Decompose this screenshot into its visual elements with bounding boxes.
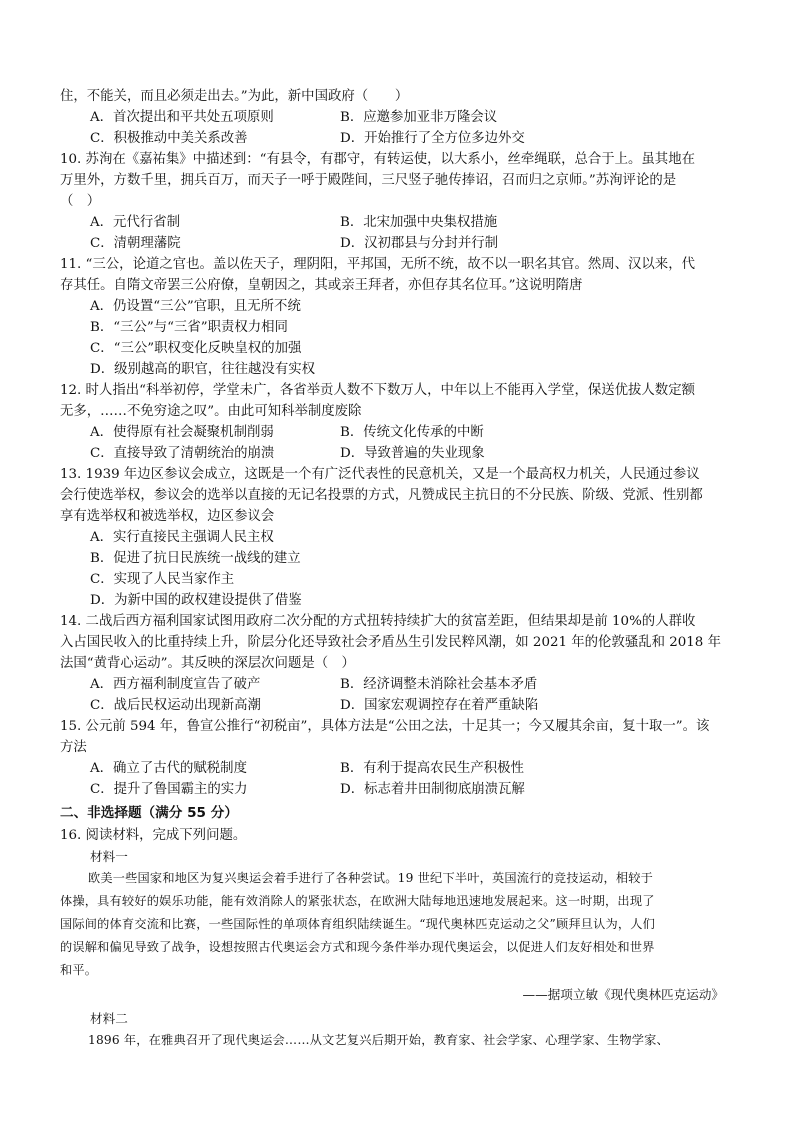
q14-options-row1 [60, 674, 736, 695]
q14-stem-line-1: 14. 二战后西方福利国家试图用政府二次分配的方式扭转持续扩大的贫富差距，但结果却是前 10%的人群收 [60, 614, 696, 629]
q15-stem-line-1: 15. 公元前 594 年，鲁宣公推行“初税亩”，具体方法是“公田之法，十足其一；今又履其余亩，复十取一”。该 [60, 719, 710, 734]
q11-option-d[interactable]: D．级别越高的职官，往往越没有实权 [90, 362, 315, 377]
q9-option-b[interactable]: B．应邀参加亚非万隆会议 [340, 110, 498, 125]
section-2-heading: 二、非选择题（满分 55 分） [60, 805, 238, 821]
q10-option-c[interactable]: C．清朝理藩院 [90, 236, 181, 251]
q13-stem-line-1: 13. 1939 年边区参议会成立，这既是一个有广泛代表性的民意机关，又是一个最高权力机关，人民通过参议 [60, 467, 700, 482]
q9-options-row1 [60, 107, 736, 128]
q13-stem-line-2: 会行使选举权，参议会的选举以直接的无记名投票的方式，凡赞成民主抗日的不分民族、阶级、党派、性别都 [60, 488, 703, 503]
q11-stem-line-2: 存其任。自隋文帝罢三公府僚，皇朝因之，其或亲王拜者，亦但存其名位耳。”这说明隋唐 [60, 278, 583, 293]
q14-option-c[interactable]: C．战后民权运动出现新高潮 [90, 698, 261, 713]
q14-option-d[interactable]: D．国家宏观调控存在着严重缺陷 [340, 698, 539, 713]
q11-option-c[interactable]: C．“三公”职权变化反映皇权的加强 [90, 341, 302, 356]
q10-options-row2 [60, 233, 736, 254]
q15-stem-line-2: 方法 [60, 740, 87, 755]
q14-option-a[interactable]: A．西方福利制度宣告了破产 [90, 677, 261, 692]
q11-stem-line-1: 11. “三公，论道之官也。盖以佐天子，理阴阳，平邦国，无所不统，故不以一职名其官。然周、汉以来，代 [60, 257, 695, 272]
q13-option-b[interactable]: B．促进了抗日民族统一战线的建立 [90, 551, 301, 566]
q12-option-b[interactable]: B．传统文化传承的中断 [340, 425, 484, 440]
q15-option-b[interactable]: B．有利于提高农民生产积极性 [340, 761, 524, 776]
q14-stem-line-2: 入占国民收入的比重持续上升，阶层分化还导致社会矛盾丛生引发民粹风潮，如 2021 年的伦敦骚乱和 2018 年 [60, 635, 721, 650]
q16-stem: 16. 阅读材料，完成下列问题。 [60, 828, 247, 843]
material-1-line: 体操，具有较好的娱乐功能，能有效消除人的紧张状态，在欧洲大陆每地迅速地发展起来。这一时期，出现了 [60, 894, 655, 908]
q10-option-d[interactable]: D．汉初郡县与分封并行制 [340, 236, 499, 251]
material-2-title: 材料二 [90, 1011, 128, 1026]
q13-stem-line-3: 享有选举权和被选举权，边区参议会 [60, 509, 275, 524]
q15-options-row1 [60, 758, 736, 779]
q11-option-b[interactable]: B．“三公”与“三省”职责权力相同 [90, 320, 288, 335]
q10-option-a[interactable]: A．元代行省制 [90, 215, 181, 230]
q10-stem-line-2: 万里外，方数千里，拥兵百万，而天子一呼于殿陛间，三尺竖子驰传捧诏，召而归之京师。”苏洵评论的是 [60, 173, 677, 188]
q10-option-b[interactable]: B．北宋加强中央集权措施 [340, 215, 498, 230]
q12-option-d[interactable]: D．导致普遍的失业现象 [340, 446, 485, 461]
material-1-title: 材料一 [90, 849, 128, 864]
material-2-body [60, 1029, 736, 1052]
material-1-line: 和平。 [60, 963, 98, 977]
material-1-line: 欧美一些国家和地区为复兴奥运会着手进行了各种尝试。19 世纪下半叶，英国流行的竞技运动，相较于 [88, 871, 654, 885]
q13-option-c[interactable]: C．实现了人民当家作主 [90, 572, 235, 587]
q10-stem-line-1: 10. 苏洵在《嘉祐集》中描述到：“有县令，有郡守，有转运使，以大系小，丝牵绳联，总合于上。虽其地在 [60, 152, 695, 167]
q9-option-a[interactable]: A．首次提出和平共处五项原则 [90, 110, 274, 125]
q12-options-row2 [60, 443, 736, 464]
q12-stem-line-1: 12. 时人指出“科举初停，学堂未广，各省举贡人数不下数万人，中年以上不能再入学堂，保送优拔人数定额 [60, 383, 695, 398]
q9-option-c[interactable]: C．积极推动中美关系改善 [90, 131, 248, 146]
q14-option-b[interactable]: B．经济调整未消除社会基本矛盾 [340, 677, 538, 692]
material-1-source: ——据项立敏《现代奥林匹克运动》 [522, 987, 724, 1002]
material-2-line: 1896 年，在雅典召开了现代奥运会……从文艺复兴后期开始，教育家、社会学家、心理学家、生物学家、 [88, 1033, 669, 1047]
material-1-line: 国际间的体育交流和比赛，一些国际性的单项体育组织陆续诞生。“现代奥林匹克运动之父”顾拜旦认为，人们 [60, 917, 656, 931]
q15-options-row2 [60, 779, 736, 800]
q12-option-a[interactable]: A．使得原有社会凝聚机制削弱 [90, 425, 274, 440]
q9-stem: 住，不能关，而且必须走出去。”为此，新中国政府（ ） [60, 89, 409, 104]
q15-option-c[interactable]: C．提升了鲁国霸主的实力 [90, 782, 248, 797]
q12-option-c[interactable]: C．直接导致了清朝统治的崩溃 [90, 446, 275, 461]
q10-options-row1 [60, 212, 736, 233]
q13-option-d[interactable]: D．为新中国的政权建设提供了借鉴 [90, 593, 302, 608]
q12-options-row1 [60, 422, 736, 443]
material-1-line: 的误解和偏见导致了战争，设想按照古代奥运会方式和现今条件举办现代奥运会，以促进人们友好相处和世界 [60, 940, 655, 954]
q9-option-d[interactable]: D．开始推行了全方位多边外交 [340, 131, 525, 146]
q14-options-row2 [60, 695, 736, 716]
q10-stem-line-3: （ ） [60, 194, 101, 209]
q13-option-a[interactable]: A．实行直接民主强调人民主权 [90, 530, 274, 545]
q9-options-row2 [60, 128, 736, 149]
q12-stem-line-2: 无多，……不免穷途之叹”。由此可知科举制度废除 [60, 404, 362, 419]
q14-stem-line-3: 法国“黄背心运动”。其反映的深层次问题是（ ） [60, 656, 355, 671]
material-1-body [60, 867, 736, 982]
exam-page [60, 86, 736, 1052]
q11-option-a[interactable]: A．仍设置“三公”官职，且无所不统 [90, 299, 301, 314]
q15-option-a[interactable]: A．确立了古代的赋税制度 [90, 761, 247, 776]
q15-option-d[interactable]: D．标志着井田制彻底崩溃瓦解 [340, 782, 525, 797]
